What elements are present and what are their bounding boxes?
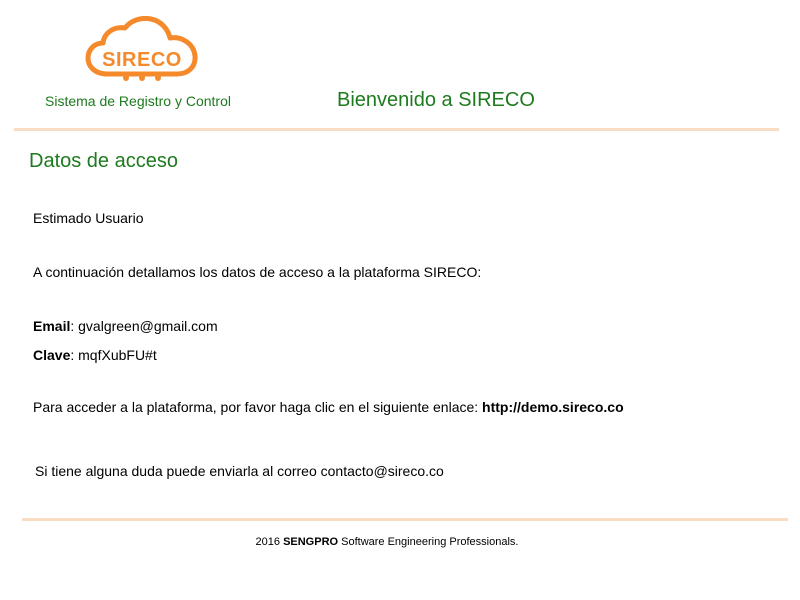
sireco-logo (84, 16, 200, 86)
footer (0, 536, 774, 548)
bottom-divider (22, 518, 788, 521)
platform-link[interactable]: http://demo.sireco.co (482, 399, 624, 415)
password-label: Clave (33, 347, 71, 363)
contact-text: Si tiene alguna duda puede enviarla al correo contacto@sireco.co (35, 463, 444, 479)
footer-company: SENGPRO (283, 536, 339, 548)
email-line (33, 318, 218, 334)
section-title: Datos de acceso (29, 150, 178, 172)
welcome-heading: Bienvenido a SIRECO (337, 89, 535, 111)
email-label: Email (33, 318, 71, 334)
access-text: Para acceder a la plataforma, por favor haga clic en el siguiente enlace: (33, 399, 483, 415)
access-line (33, 399, 624, 415)
top-divider (14, 128, 779, 131)
greeting-text: Estimado Usuario (33, 210, 144, 226)
logo-text: SIRECO (102, 49, 182, 71)
password-line (33, 347, 157, 363)
footer-year: 2016 (255, 536, 284, 548)
footer-tagline: Software Engineering Professionals. (338, 536, 519, 548)
intro-text: A continuación detallamos los datos de acceso a la plataforma SIRECO: (33, 264, 482, 280)
password-value: : mqfXubFU#t (70, 347, 157, 363)
email-value: : gvalgreen@gmail.com (70, 318, 218, 334)
brand-tagline: Sistema de Registro y Control (45, 93, 231, 109)
